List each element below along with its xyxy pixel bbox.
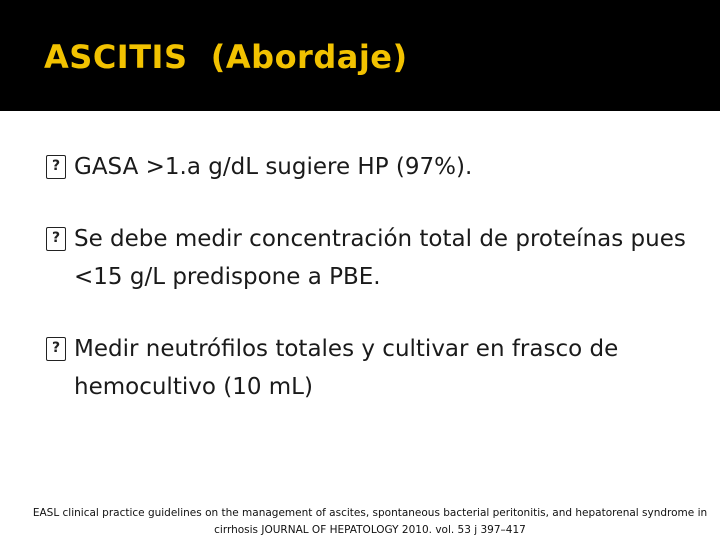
bullet-text: GASA >1.a g/dL sugiere HP (97%). xyxy=(74,154,473,180)
bullet-text: Se debe medir concentración total de proteínas pues <15 g/L predispone a PBE. xyxy=(74,226,686,290)
bullet-list xyxy=(46,148,686,406)
citation: EASL clinical practice guidelines on the management of ascites, spontaneous bacterial peritonitis, and hepatorenal syndrome in cirrhosis JOURNAL OF HEPATOLOGY 2010. vol. 53 j 397–417 xyxy=(32,507,708,536)
missing-glyph-box-icon xyxy=(46,227,66,251)
title-bar xyxy=(0,0,720,111)
bullet-item xyxy=(46,148,686,186)
slide-title: ASCITIS (Abordaje) xyxy=(44,38,408,76)
bullet-item xyxy=(46,330,686,406)
missing-glyph-box-icon xyxy=(46,337,66,361)
missing-glyph-box-icon xyxy=(46,155,66,179)
bullet-text: Medir neutrófilos totales y cultivar en frasco de hemocultivo (10 mL) xyxy=(74,336,619,400)
bullet-item xyxy=(46,220,686,296)
